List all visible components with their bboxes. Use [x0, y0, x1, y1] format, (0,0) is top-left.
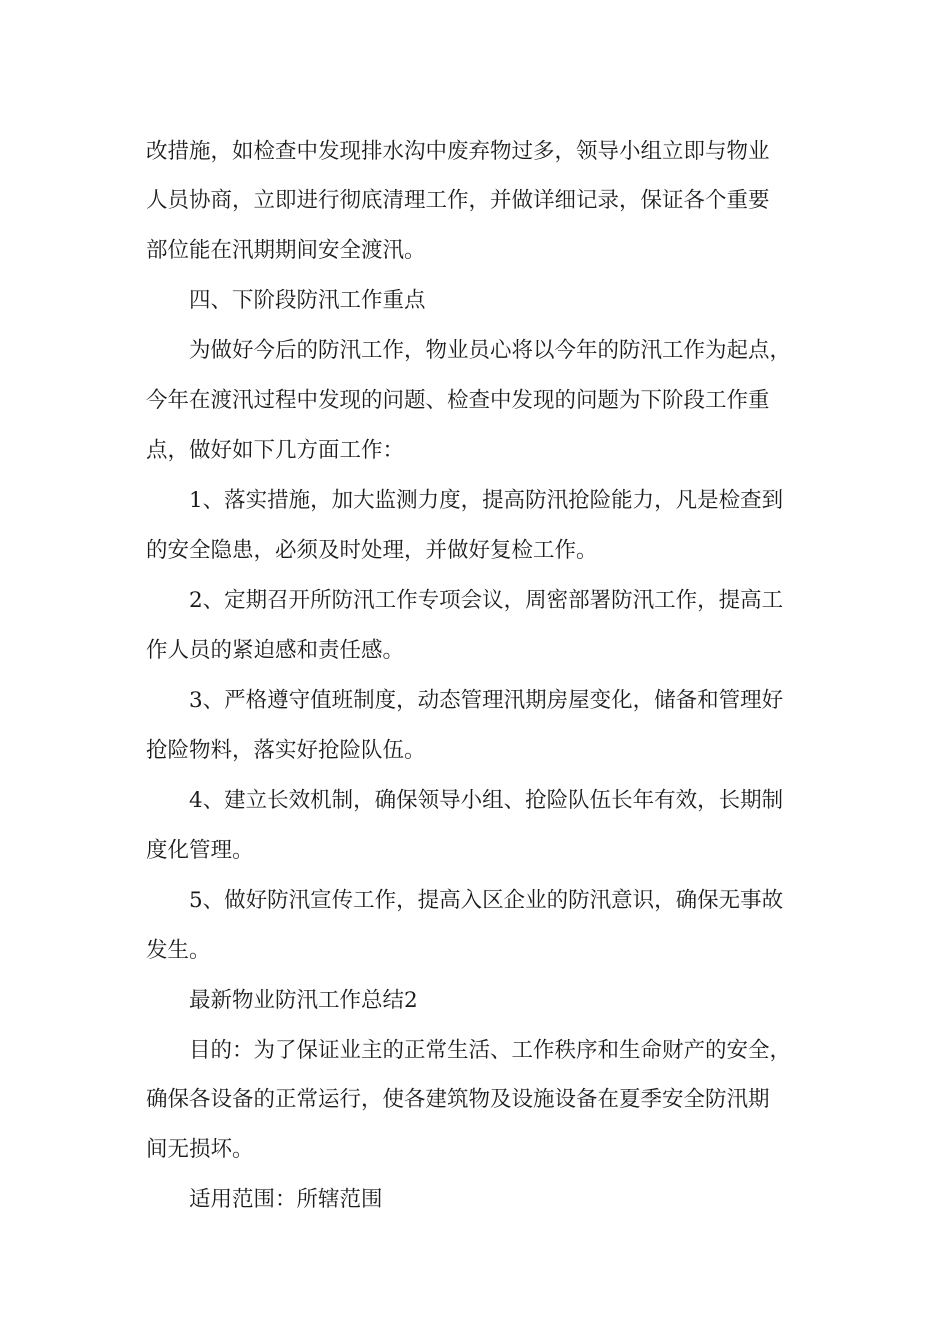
paragraph-line: 确保各设备的正常运行，使各建筑物及设施设备在夏季安全防汛期 — [146, 1087, 770, 1112]
list-item-line: 的安全隐患，必须及时处理，并做好复检工作。 — [146, 538, 598, 563]
list-item-line: 4、建立长效机制，确保领导小组、抢险队伍长年有效，长期制 — [189, 788, 784, 813]
list-item-line: 1、落实措施，加大监测力度，提高防汛抢险能力，凡是检查到 — [189, 488, 784, 513]
list-item-line: 发生。 — [146, 938, 211, 963]
paragraph-line: 为做好今后的防汛工作，物业员心将以今年的防汛工作为起点， — [189, 338, 792, 363]
list-item-line: 5、做好防汛宣传工作，提高入区企业的防汛意识，确保无事故 — [189, 888, 784, 913]
section-title: 最新物业防汛工作总结2 — [189, 988, 418, 1013]
list-item-line: 作人员的紧迫感和责任感。 — [146, 638, 405, 663]
paragraph-line: 点，做好如下几方面工作： — [146, 438, 405, 463]
list-item-line: 度化管理。 — [146, 838, 254, 863]
paragraph-line: 人员协商，立即进行彻底清理工作，并做详细记录，保证各个重要 — [146, 188, 770, 213]
list-item-line: 3、严格遵守值班制度，动态管理汛期房屋变化，储备和管理好 — [189, 688, 784, 713]
paragraph-line: 间无损坏。 — [146, 1137, 254, 1162]
list-item-line: 2、定期召开所防汛工作专项会议，周密部署防汛工作，提高工 — [189, 588, 784, 613]
section-heading: 四、下阶段防汛工作重点 — [189, 288, 426, 313]
paragraph-line: 目的：为了保证业主的正常生活、工作秩序和生命财产的安全， — [189, 1038, 792, 1063]
paragraph-line: 部位能在汛期期间安全渡汛。 — [146, 238, 426, 263]
paragraph-line: 改措施，如检查中发现排水沟中废弃物过多，领导小组立即与物业 — [146, 139, 770, 164]
paragraph-line: 适用范围：所辖范围 — [189, 1187, 383, 1212]
paragraph-line: 今年在渡汛过程中发现的问题、检查中发现的问题为下阶段工作重 — [146, 388, 770, 413]
list-item-line: 抢险物料，落实好抢险队伍。 — [146, 738, 426, 763]
